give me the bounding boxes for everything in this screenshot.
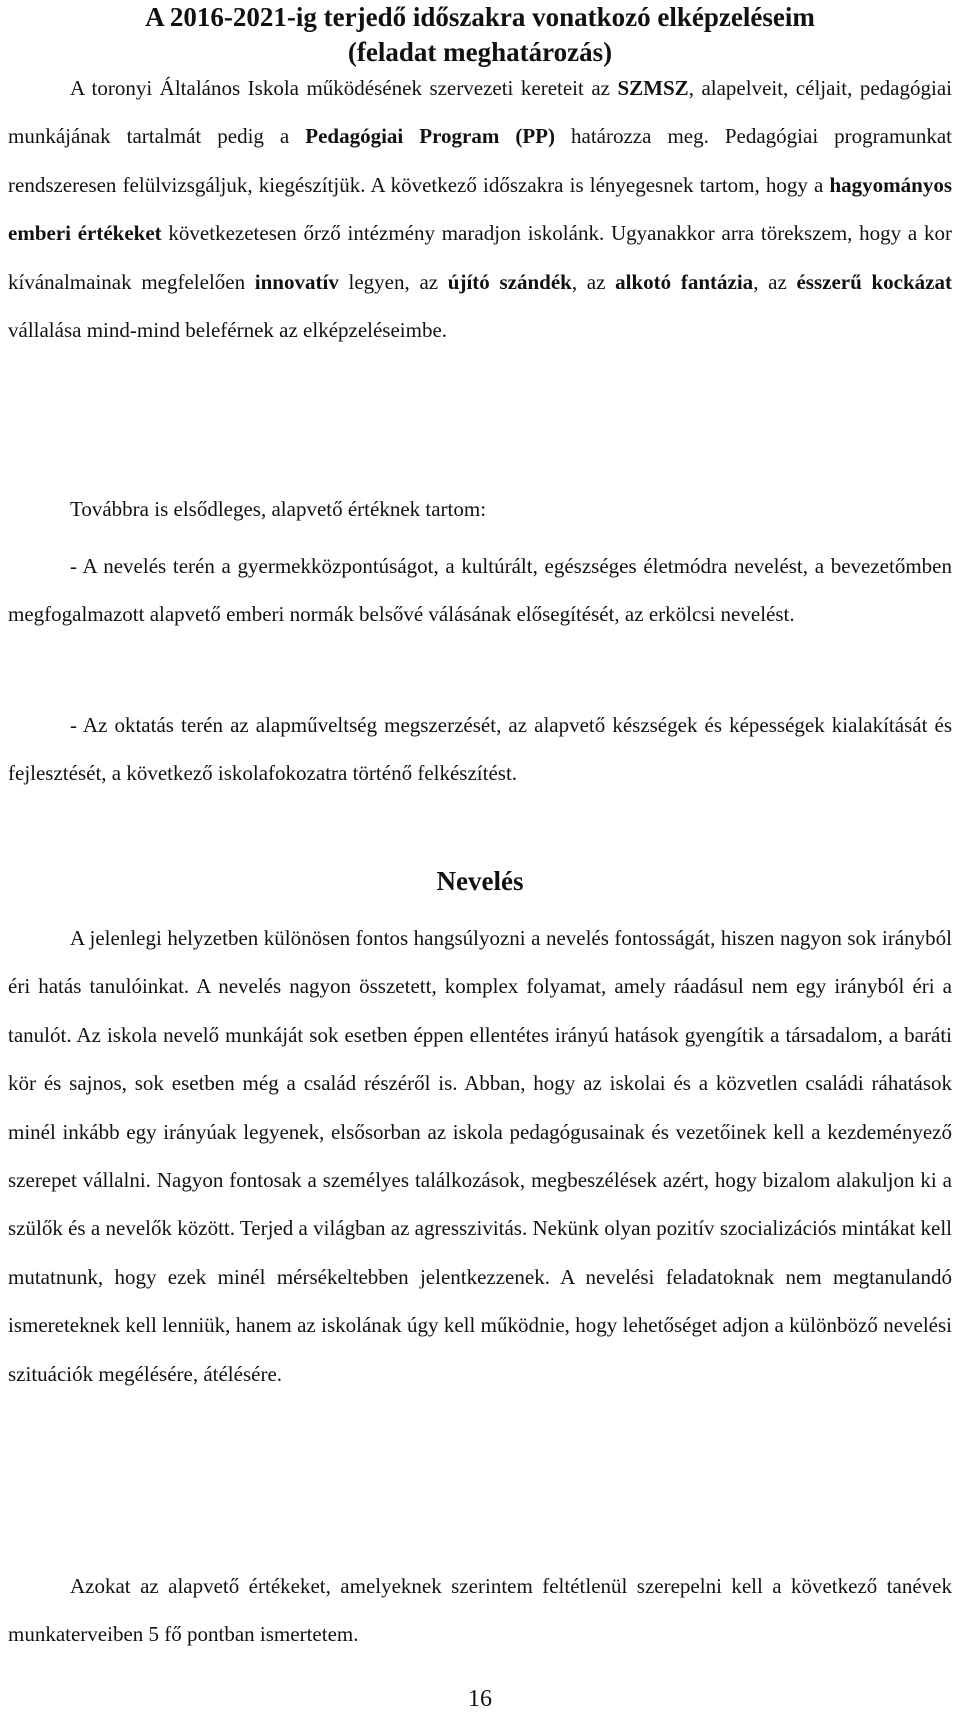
text-run: , alapelveit, céljait, pedagógiai munkájának tartalmát pedig a [8, 76, 952, 149]
paragraph-closing: Azokat az alapvető értékeket, amelyeknek szerintem feltétlenül szerepelni kell a következő tanévek munkaterveiben 5 fő pontban ismertetem. [8, 1574, 952, 1647]
text-run-bold: ésszerű kockázat [796, 269, 952, 294]
text-run: legyen, az [338, 269, 448, 294]
text-run-bold: innovatív [254, 269, 339, 294]
text-run: következetesen őrző intézmény maradjon iskolánk. Ugyanakkor arra törekszem, hogy a kor kívánalmainak megfelelően [8, 221, 952, 294]
text-run-bold: alkotó fantázia [615, 269, 754, 294]
text-run: , az [753, 269, 797, 294]
paragraph-education: A jelenlegi helyzetben különösen fontos hangsúlyozni a nevelés fontosságát, hiszen nagyon sok irányból éri hatás tanulóinkat. A nevelés nagyon összetett, komplex folyamat, amely ráadásul nem egy irányból éri a tanulót. Az iskola nevelő munkáját sok esetben éppen ellentétes irányú hatások gyengítik a társadalom, a baráti kör és sajnos, sok esetben még a család részéről is. Abban, hogy az iskolai és a közvetlen családi ráhatások minél inkább egy irányúak legyenek, elsősorban az iskola pedagógusainak és vezetőinek kell a kezdeményező szerepet vállalni. Nagyon fontosak a személyes találkozások, megbeszélések azért, hogy bizalom alakuljon ki a szülők és a nevelők között. Terjed a világban az agresszivitás. Nekünk olyan pozitív szocializációs mintákat kell mutatnunk, hogy ezek minél mérsékeltebben jelentkezzenek. A nevelési feladatoknak nem megtanulandó ismereteknek kell lenniük, hanem az iskolának úgy kell működnie, hogy lehetőséget adjon a különböző nevelési szituációk megélésére, átélésére. [8, 926, 952, 1386]
page-subtitle: (feladat meghatározás) [347, 37, 613, 67]
section-heading: Nevelés [436, 866, 524, 896]
page-title: A 2016-2021-ig terjedő időszakra vonatkozó elképzeléseim [145, 2, 815, 32]
paragraph-intro [8, 64, 952, 354]
page-number: 16 [468, 1686, 492, 1712]
text-run: határozza meg. Pedagógiai programunkat rendszeresen felülvizsgáljuk, kiegészítjük. A következő időszakra is lényegesnek tartom, hogy a [8, 124, 952, 197]
paragraph-values-intro: Továbbra is elsődleges, alapvető értéknek tartom: [70, 497, 487, 521]
text-run-bold: Pedagógiai Program (PP) [305, 124, 555, 149]
paragraph-teaching-values: - Az oktatás terén az alapműveltség megszerzését, az alapvető készségek és képességek kialakítását és fejlesztését, a következő iskolafokozatra történő felkészítést. [8, 713, 952, 786]
text-run: A toronyi Általános Iskola működésének szervezeti kereteit az [70, 76, 618, 100]
text-run: vállalása mind-mind beleférnek az elképzeléseimbe. [8, 318, 448, 343]
text-run: , az [571, 269, 616, 294]
text-run-bold: újító szándék [447, 269, 572, 294]
text-run-bold: hagyományos emberi értékeket [8, 172, 952, 246]
paragraph-education-values: - A nevelés terén a gyermekközpontúságot, a kultúrált, egészséges életmódra nevelést, a bevezetőmben megfogalmazott alapvető emberi normák belsővé válásának elősegítését, az erkölcsi nevelést. [8, 554, 952, 627]
text-run-bold: SZMSZ [617, 76, 689, 100]
